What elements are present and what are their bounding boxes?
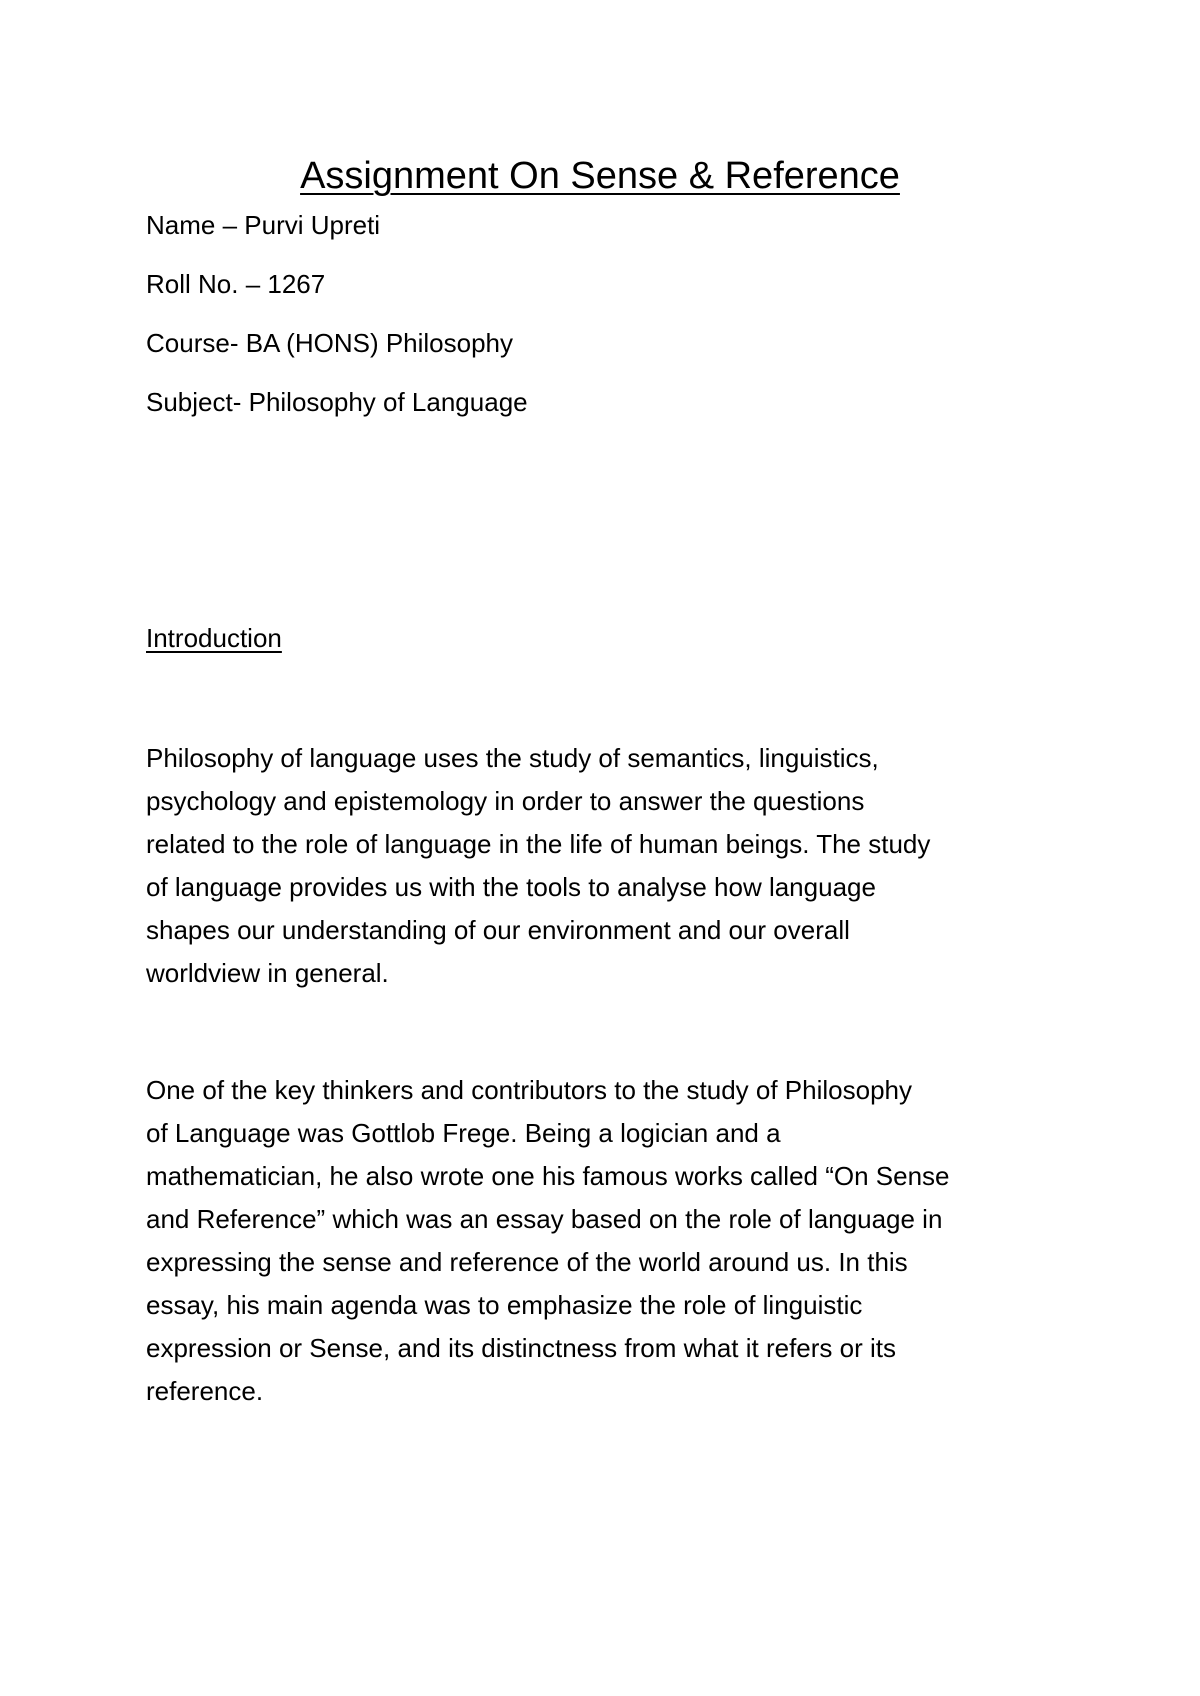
paragraph-line: expression or Sense, and its distinctness from what it refers or its [146, 1333, 896, 1363]
course: Course- BA (HONS) Philosophy [146, 328, 514, 358]
paragraph-line: mathematician, he also wrote one his famous works called “On Sense [146, 1161, 950, 1191]
roll-number: Roll No. – 1267 [146, 269, 326, 299]
paragraph-line: expressing the sense and reference of the world around us. In this [146, 1247, 908, 1277]
paragraph-line: related to the role of language in the life of human beings. The study [146, 829, 931, 859]
introduction-heading: Introduction [146, 623, 282, 653]
paragraph-line: shapes our understanding of our environment and our overall [146, 915, 850, 945]
paragraph-line: reference. [146, 1376, 264, 1406]
paragraph-line: essay, his main agenda was to emphasize the role of linguistic [146, 1290, 863, 1320]
paragraph-line: worldview in general. [146, 958, 389, 988]
paragraph-line: and Reference” which was an essay based on the role of language in [146, 1204, 943, 1234]
paragraph-line: of language provides us with the tools to analyse how language [146, 872, 876, 902]
student-details [146, 210, 1046, 446]
introduction-paragraph-2 [146, 1069, 1086, 1413]
introduction-paragraph-1 [146, 737, 1086, 995]
student-name: Name – Purvi Upreti [146, 210, 381, 240]
document-title: Assignment On Sense & Reference [300, 155, 900, 197]
paragraph-line: of Language was Gottlob Frege. Being a logician and a [146, 1118, 781, 1148]
paragraph-line: Philosophy of language uses the study of semantics, linguistics, [146, 743, 879, 773]
paragraph-line: One of the key thinkers and contributors to the study of Philosophy [146, 1075, 912, 1105]
paragraph-line: psychology and epistemology in order to answer the questions [146, 786, 865, 816]
subject: Subject- Philosophy of Language [146, 387, 528, 417]
